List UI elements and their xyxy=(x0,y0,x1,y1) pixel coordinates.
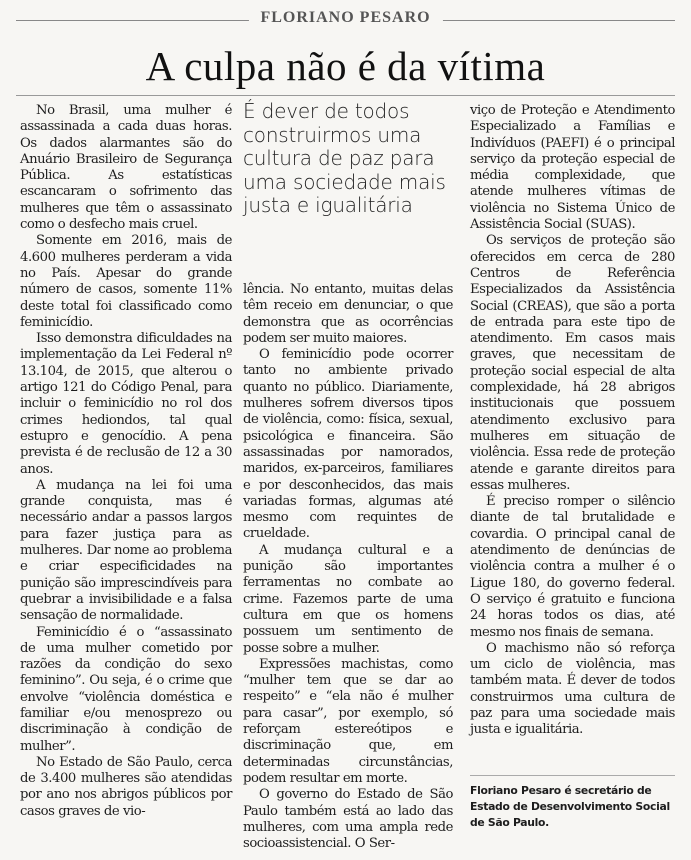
paragraph: No Brasil, uma mulher é assassinada a cada duas horas. Os dados alarmantes são do Anuário Brasileiro de Segurança Pública. As estatísticas escancaram o sofrimento das mulheres que têm o assassinato como o desfecho mais cruel. xyxy=(20,103,232,233)
paragraph: O machismo não só reforça um ciclo de violência, mas também mata. É dever de todos construirmos uma cultura de paz para uma sociedade mais justa e igualitária. xyxy=(470,640,675,738)
headline-rule xyxy=(16,95,675,96)
paragraph: Somente em 2016, mais de 4.600 mulheres perderam a vida no País. Apesar do grande número de casos, somente 11% deste total foi classificado como feminicídio. xyxy=(20,233,232,330)
paragraph: A mudança na lei foi uma grande conquista, mas é necessário andar a passos largos para fazer justiça para as mulheres. Dar nome ao problema e criar especificidades na punição são imprescindíveis para quebrar a invisibilidade e a falsa sensação de normalidade. xyxy=(20,477,232,624)
bio-rule xyxy=(470,775,675,776)
author-tag: FLORIANO PESARO xyxy=(248,9,442,27)
paragraph: Expressões machistas, como “mulher tem que se dar ao respeito” e “ela não é mulher para casar”, por exemplo, só reforçam estereótipos e discriminação que, em determinadas circunstâncias, podem resultar em morte. xyxy=(243,656,453,786)
column-3 xyxy=(470,103,675,739)
pull-quote: É dever de todos construirmos uma cultura de paz para uma sociedade mais justa e igualitária xyxy=(243,99,446,217)
paragraph: A mudança cultural e a punição são importantes ferramentas no combate ao crime. Fazemos parte de uma cultura em que os homens possuem um sentimento de posse sobre a mulher. xyxy=(243,542,453,656)
headline: A culpa não é da vítima xyxy=(145,43,546,89)
author-bar xyxy=(16,6,675,36)
paragraph: É preciso romper o silêncio diante de tal brutalidade e covardia. O principal canal de atendimento de denúncias de violência contra a mulher é o Ligue 180, do governo federal. O serviço é gratuito e funciona 24 horas todos os dias, até mesmo nos finais de semana. xyxy=(470,494,675,640)
paragraph: No Estado de São Paulo, cerca de 3.400 mulheres são atendidas por ano nos abrigos públicos por casos graves de vio- xyxy=(20,754,232,819)
paragraph: Feminicídio é o “assassinato de uma mulher cometido por razões da condição do sexo feminino”. Ou seja, é o crime que envolve “violência doméstica e familiar e/ou menosprezo ou discriminação à condição de mulher”. xyxy=(20,624,232,754)
column-1 xyxy=(20,103,232,820)
column-2 xyxy=(243,282,453,852)
paragraph: O governo do Estado de São Paulo também está ao lado das mulheres, com uma ampla rede socioassistencial. O Ser- xyxy=(243,787,453,852)
paragraph: lência. No entanto, muitas delas têm receio em denunciar, o que demonstra que as ocorrências podem ser muito maiores. xyxy=(243,282,453,346)
author-bio: Floriano Pesaro é secretário de Estado de Desenvolvimento Social de São Paulo. xyxy=(470,784,670,829)
paragraph: Isso demonstra dificuldades na implementação da Lei Federal nº 13.104, de 2015, que alterou o artigo 121 do Código Penal, para incluir o feminicídio no rol dos crimes hediondos, tal qual estupro e genocídio. A pena prevista é de reclusão de 12 a 30 anos. xyxy=(20,331,232,477)
paragraph: Os serviços de proteção são oferecidos em cerca de 280 Centros de Referência Especializados da Assistência Social (CREAS), que são a porta de entrada para este tipo de atendimento. Em casos mais graves, que necessitam de proteção social especial de alta complexidade, há 28 abrigos institucionais que possuem atendimento exclusivo para mulheres em situação de violência. Essa rede de proteção atende e garante direitos para essas mulheres. xyxy=(470,233,675,493)
paragraph: viço de Proteção e Atendimento Especializado a Famílias e Indivíduos (PAEFI) é o principal serviço da proteção especial de média complexidade, que atende mulheres vítimas de violência no Sistema Único de Assistência Social (SUAS). xyxy=(470,103,675,233)
paragraph: O feminicídio pode ocorrer tanto no ambiente privado quanto no público. Diariamente, mulheres sofrem diversos tipos de violência, como: física, sexual, psicológica e financeira. São assassinadas por namorados, maridos, ex-parceiros, familiares e por desconhecidos, das mais variadas formas, algumas até mesmo com requintes de crueldade. xyxy=(243,347,453,542)
